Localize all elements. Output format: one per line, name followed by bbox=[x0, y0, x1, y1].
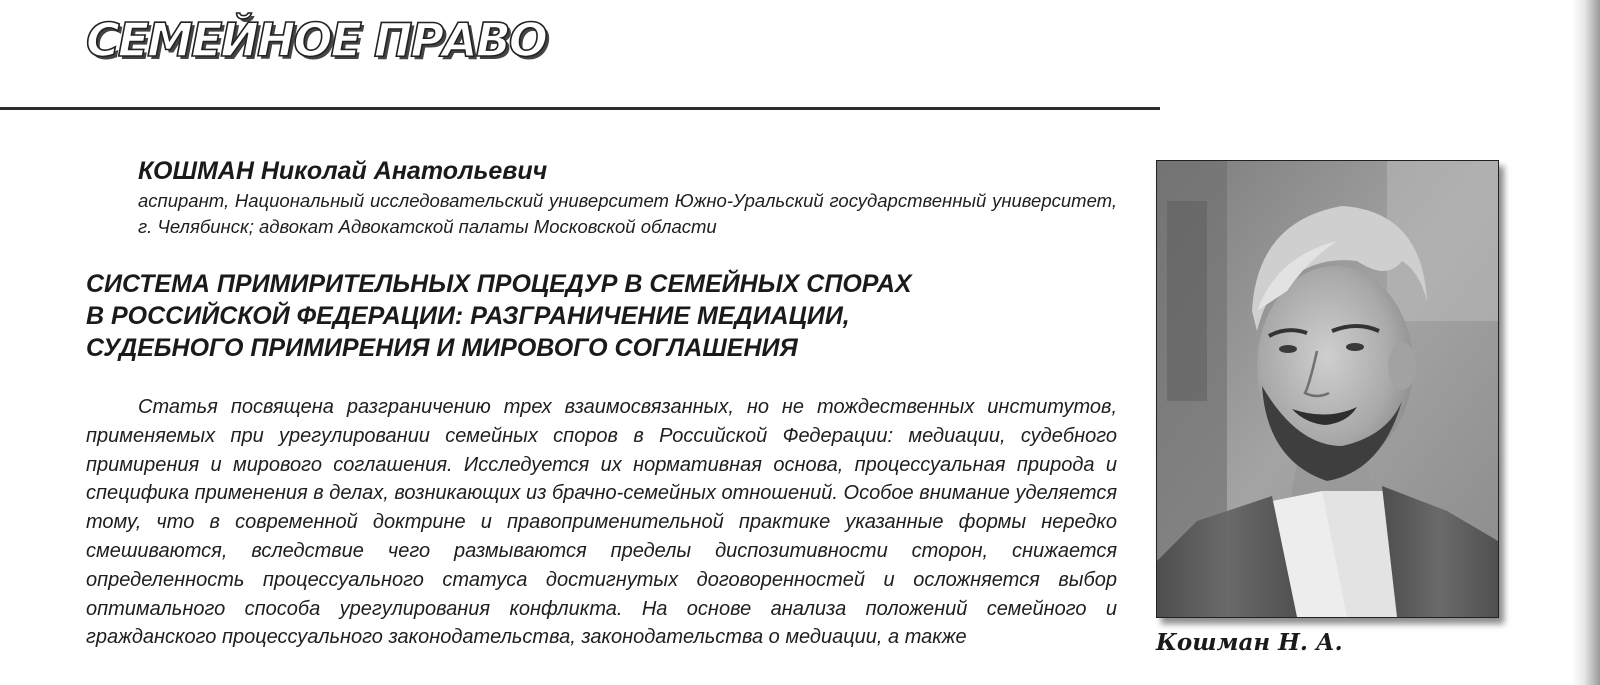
article-title bbox=[86, 268, 912, 364]
author-photo bbox=[1156, 160, 1499, 618]
section-divider bbox=[0, 107, 1160, 110]
author-affiliation: аспирант, Национальный исследовательский университет Южно-Уральский государственный университет, г. Челябинск; адвокат Адвокатской палаты Московской области bbox=[138, 190, 1117, 237]
article-title-line: СИСТЕМА ПРИМИРИТЕЛЬНЫХ ПРОЦЕДУР В СЕМЕЙНЫХ СПОРАХ bbox=[86, 270, 912, 298]
author-name: КОШМАН Николай Анатольевич bbox=[138, 157, 548, 185]
author-portrait-image bbox=[1157, 161, 1498, 617]
photo-caption: Кошман Н. А. bbox=[1156, 629, 1343, 656]
article-title-line: В РОССИЙСКОЙ ФЕДЕРАЦИИ: РАЗГРАНИЧЕНИЕ МЕДИАЦИИ, bbox=[86, 302, 850, 330]
section-title: СЕМЕЙНОЕ ПРАВО bbox=[86, 13, 546, 67]
article-abstract: Статья посвящена разграничению трех взаимосвязанных, но не тождественных институтов, применяемых при урегулировании семейных споров в Российской Федерации: медиации, судебного примирения и мирового соглашения. Исследуется их нормативная основа, процессуальная природа и специфика применения в делах, возникающих из брачно-семейных отношений. Особое внимание уделяется тому, что в современной доктрине и правоприменительной практике указанные формы нередко смешиваются, вследствие чего размываются пределы диспозитивности сторон, снижается определенность процессуального статуса достигнутых договоренностей и осложняется выбор оптимального способа урегулирования конфликта. На основе анализа положений семейного и гражданского процессуального законодательства, законодательства о медиации, а также bbox=[86, 396, 1117, 649]
page-edge-shadow bbox=[1572, 0, 1600, 685]
article-title-line: СУДЕБНОГО ПРИМИРЕНИЯ И МИРОВОГО СОГЛАШЕНИЯ bbox=[86, 334, 798, 362]
